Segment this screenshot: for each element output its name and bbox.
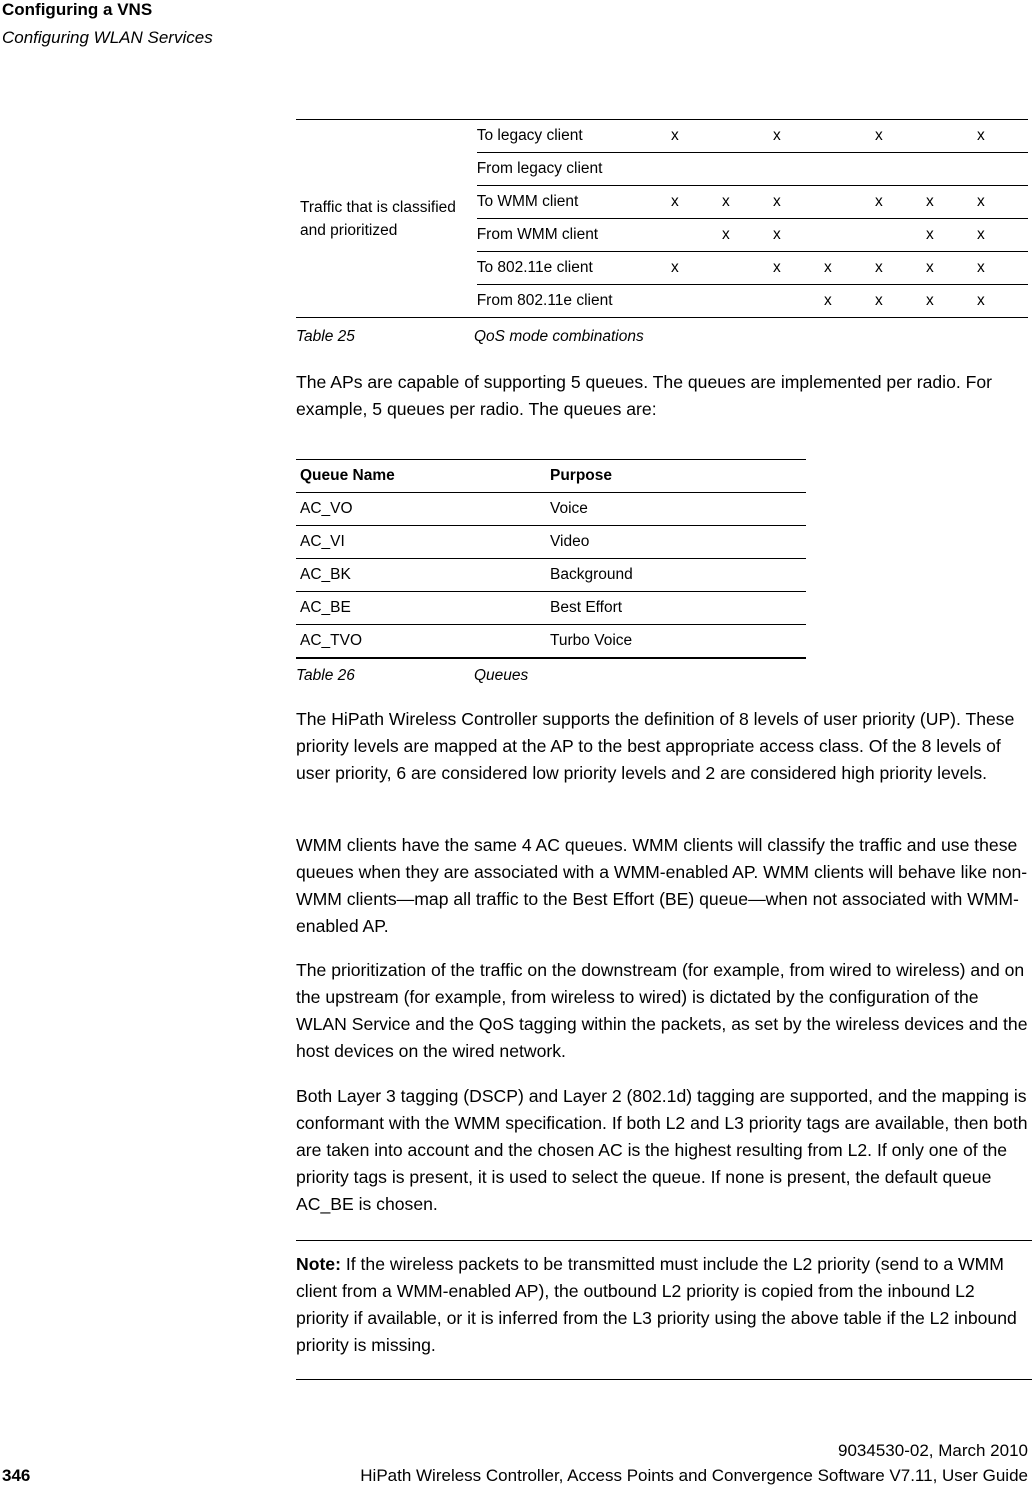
column-header-queue-name: Queue Name (296, 460, 546, 493)
table-row (296, 526, 806, 559)
mark-cell: x (977, 219, 1028, 252)
purpose-cell: Voice (546, 493, 806, 526)
mark-cell (722, 153, 773, 186)
row-label: To 802.11e client (477, 252, 671, 285)
mark-cell: x (773, 219, 824, 252)
mark-cell: x (977, 186, 1028, 219)
mark-cell (671, 153, 722, 186)
queue-name-cell: AC_VO (296, 493, 546, 526)
table-25-caption (296, 328, 644, 346)
purpose-cell: Best Effort (546, 592, 806, 625)
table-row (296, 559, 806, 592)
mark-cell: x (824, 252, 875, 285)
traffic-group-label: Traffic that is classified and prioritized (296, 120, 477, 318)
mark-cell: x (977, 120, 1028, 153)
running-header-chapter: Configuring a VNS (2, 0, 153, 19)
table-row (296, 625, 806, 659)
mark-cell (926, 120, 977, 153)
mark-cell: x (926, 252, 977, 285)
mark-cell: x (977, 285, 1028, 318)
mark-cell (722, 120, 773, 153)
table-26-caption (296, 667, 528, 685)
note-box (296, 1240, 1032, 1380)
footer-doc-number: 9034530-02, March 2010 (838, 1441, 1028, 1460)
row-label: To legacy client (477, 120, 671, 153)
caption-number: Table 26 (296, 667, 355, 684)
purpose-cell: Background (546, 559, 806, 592)
mark-cell: x (977, 252, 1028, 285)
footer-page-number: 346 (2, 1466, 31, 1485)
mark-cell: x (926, 285, 977, 318)
mark-cell: x (875, 186, 926, 219)
note-paragraph (296, 1251, 1032, 1359)
mark-cell: x (926, 186, 977, 219)
table-row (296, 120, 1028, 153)
column-header-purpose: Purpose (546, 460, 806, 493)
table-row (296, 592, 806, 625)
mark-cell (875, 219, 926, 252)
mark-cell: x (671, 120, 722, 153)
mark-cell: x (926, 219, 977, 252)
mark-cell (824, 120, 875, 153)
mark-cell: x (824, 285, 875, 318)
note-text: If the wireless packets to be transmitted must include the L2 priority (send to a WMM client from a WMM-enabled AP), the outbound L2 priority is copied from the inbound L2 priority if available, or it is inferred from the L3 priority using the above table if the L2 inbound priority is missing. (296, 1254, 1017, 1355)
row-label: From 802.11e client (477, 285, 671, 318)
purpose-cell: Turbo Voice (546, 625, 806, 659)
mark-cell (773, 285, 824, 318)
body-paragraph: The HiPath Wireless Controller supports the definition of 8 levels of user priority (UP). These priority levels are mapped at the AP to the best appropriate access class. Of the 8 levels of user priority, 6 are considered low priority levels and 2 are considered high priority levels. (296, 709, 1015, 783)
queue-table-container (296, 459, 806, 659)
footer-doc-title: HiPath Wireless Controller, Access Points and Convergence Software V7.11, User Guide (360, 1466, 1028, 1485)
row-label: From legacy client (477, 153, 671, 186)
mark-cell (671, 285, 722, 318)
mark-cell (824, 153, 875, 186)
caption-number: Table 25 (296, 328, 355, 345)
table-row (296, 493, 806, 526)
mark-cell: x (722, 219, 773, 252)
mark-cell (773, 153, 824, 186)
qos-mode-table-container (296, 119, 1028, 318)
table-header-row (296, 460, 806, 493)
intro-paragraph: The APs are capable of supporting 5 queues. The queues are implemented per radio. For example, 5 queues per radio. The queues are: (296, 372, 993, 419)
running-header-section: Configuring WLAN Services (2, 28, 213, 47)
mark-cell: x (722, 186, 773, 219)
queue-name-cell: AC_BK (296, 559, 546, 592)
mark-cell (926, 153, 977, 186)
body-paragraph: WMM clients have the same 4 AC queues. WMM clients will classify the traffic and use these queues when they are associated with a WMM-enabled AP. WMM clients will behave like non-WMM clients—map all traffic to the Best Effort (BE) queue—when not associated with WMM-enabled AP. (296, 835, 1028, 936)
mark-cell: x (773, 186, 824, 219)
body-paragraph: Both Layer 3 tagging (DSCP) and Layer 2 (802.1d) tagging are supported, and the mapping is conformant with the WMM specification. If both L2 and L3 priority tags are available, then both are taken into account and the chosen AC is the highest resulting from L2. If only one of the priority tags is present, it is used to select the queue. If none is present, the default queue AC_BE is chosen. (296, 1086, 1028, 1214)
mark-cell (824, 219, 875, 252)
mark-cell (824, 186, 875, 219)
mark-cell (722, 252, 773, 285)
queue-table (296, 459, 806, 659)
mark-cell: x (671, 252, 722, 285)
mark-cell: x (875, 120, 926, 153)
caption-title: Queues (474, 667, 529, 684)
queue-name-cell: AC_VI (296, 526, 546, 559)
queue-name-cell: AC_BE (296, 592, 546, 625)
row-label: From WMM client (477, 219, 671, 252)
mark-cell: x (773, 120, 824, 153)
mark-cell (875, 153, 926, 186)
body-paragraph: The prioritization of the traffic on the downstream (for example, from wired to wireless) and on the upstream (for example, from wireless to wired) is dictated by the configuration of the WLAN Service and the QoS tagging within the packets, as set by the wireless devices and the host devices on the wired network. (296, 960, 1028, 1061)
mark-cell: x (875, 252, 926, 285)
purpose-cell: Video (546, 526, 806, 559)
mark-cell: x (671, 186, 722, 219)
mark-cell: x (773, 252, 824, 285)
mark-cell (671, 219, 722, 252)
mark-cell (977, 153, 1028, 186)
row-label: To WMM client (477, 186, 671, 219)
qos-mode-table (296, 119, 1028, 318)
mark-cell: x (875, 285, 926, 318)
note-label: Note: (296, 1254, 341, 1274)
mark-cell (722, 285, 773, 318)
queue-name-cell: AC_TVO (296, 625, 546, 659)
caption-title: QoS mode combinations (474, 328, 644, 345)
